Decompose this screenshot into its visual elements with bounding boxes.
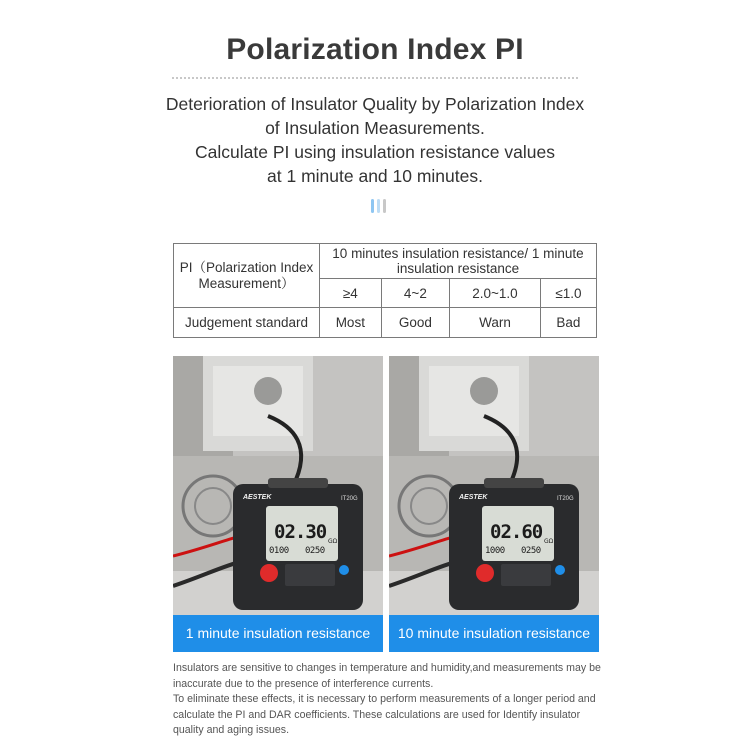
judgement-cell: Most <box>320 308 382 338</box>
tester-illustration <box>389 356 599 652</box>
pi-row-label: PI（Polarization Index Measurement） <box>174 244 320 308</box>
model-label: IT20G <box>341 496 358 502</box>
range-cell: 4~2 <box>381 279 449 308</box>
dot-1 <box>371 199 374 213</box>
display-unit: GΩ <box>544 538 554 545</box>
display-reading: 02.30 <box>274 521 327 543</box>
display-unit: GΩ <box>328 538 338 545</box>
judgement-cell: Bad <box>540 308 596 338</box>
pi-table <box>173 243 597 338</box>
display-reading: 02.60 <box>490 521 543 543</box>
tester-photo-1min <box>173 356 383 652</box>
display-sub-right: 0250 <box>305 546 325 556</box>
page-title: Polarization Index PI <box>226 33 524 66</box>
model-label: IT20G <box>557 496 574 502</box>
brand-label: AESTEK <box>243 494 272 501</box>
ratio-header: 10 minutes insulation resistance/ 1 minute insulation resistance <box>320 244 597 279</box>
tester-illustration <box>173 356 383 652</box>
dot-2 <box>377 199 380 213</box>
display-sub-right: 0250 <box>521 546 541 556</box>
title-divider <box>172 77 578 79</box>
decorative-dots <box>371 199 386 213</box>
photo-caption: 10 minute insulation resistance <box>389 615 599 652</box>
judgement-cell: Warn <box>450 308 541 338</box>
note-paragraph: Insulators are sensitive to changes in temperature and humidity,and measurements may be inaccurate due to the presence of interference currents. <box>173 662 601 690</box>
tester-photo-10min <box>389 356 599 652</box>
notes <box>173 661 603 739</box>
subtitle-line: Deterioration of Insulator Quality by Polarization Index <box>165 94 585 114</box>
display-sub-left: 0100 <box>269 546 289 556</box>
range-cell: ≥4 <box>320 279 382 308</box>
brand-label: AESTEK <box>459 494 488 501</box>
display-sub-left: 1000 <box>485 546 505 556</box>
subtitle-line: of Insulation Measurements. <box>265 118 485 138</box>
range-cell: 2.0~1.0 <box>450 279 541 308</box>
judgement-label: Judgement standard <box>174 308 320 338</box>
subtitle-line: Calculate PI using insulation resistance values <box>195 142 555 162</box>
dot-3 <box>383 199 386 213</box>
range-cell: ≤1.0 <box>540 279 596 308</box>
subtitle-line: at 1 minute and 10 minutes. <box>267 166 483 186</box>
photo-caption: 1 minute insulation resistance <box>173 615 383 652</box>
note-paragraph: To eliminate these effects, it is necessary to perform measurements of a longer period and calculate the PI and DAR coefficients. These calculations are used for Identify insulator quality and aging issues. <box>173 693 596 736</box>
judgement-cell: Good <box>381 308 449 338</box>
subtitle <box>0 92 750 188</box>
